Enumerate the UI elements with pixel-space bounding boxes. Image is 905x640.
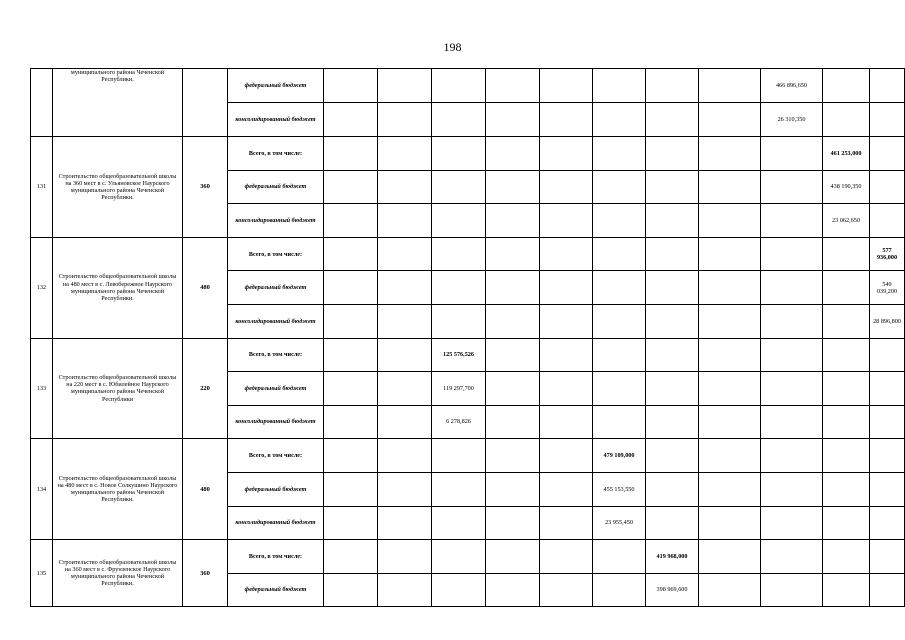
amount-cell [486, 506, 540, 540]
table-row [31, 69, 905, 103]
amount-cell [378, 137, 432, 171]
amount-cell [699, 472, 761, 506]
table-row [31, 439, 905, 473]
empty-cell [324, 338, 378, 372]
amount-cell: 26 310,350 [761, 103, 823, 137]
amount-cell [432, 540, 486, 574]
amount-cell: 466 896,650 [761, 69, 823, 103]
amount-cell [823, 472, 870, 506]
empty-cell [324, 271, 378, 305]
funding-source-cell: федеральный бюджет [228, 69, 324, 103]
amount-cell [593, 204, 646, 238]
funding-source-cell: Всего, в том числе: [228, 237, 324, 271]
funding-source-cell: Всего, в том числе: [228, 137, 324, 171]
amount-cell [378, 103, 432, 137]
amount-cell [646, 271, 699, 305]
page-number: 198 [443, 40, 462, 54]
amount-cell [378, 237, 432, 271]
amount-cell [593, 540, 646, 574]
funding-source-cell: федеральный бюджет [228, 472, 324, 506]
project-name-cell: муниципального района Чеченской Республики. [53, 69, 183, 137]
amount-cell [486, 405, 540, 439]
amount-cell [378, 540, 432, 574]
amount-cell [646, 439, 699, 473]
amount-cell: 461 253,000 [823, 137, 870, 171]
amount-cell [823, 372, 870, 406]
amount-cell: 438 190,350 [823, 170, 870, 204]
amount-cell [486, 137, 540, 171]
amount-cell [378, 271, 432, 305]
empty-cell [324, 304, 378, 338]
amount-cell [486, 204, 540, 238]
table-row [31, 237, 905, 271]
funding-source-cell: федеральный бюджет [228, 271, 324, 305]
amount-cell [646, 137, 699, 171]
row-number-cell: 134 [31, 439, 53, 540]
amount-cell [378, 372, 432, 406]
amount-cell [870, 69, 905, 103]
empty-cell [324, 405, 378, 439]
amount-cell [378, 573, 432, 607]
amount-cell [593, 103, 646, 137]
empty-cell [324, 439, 378, 473]
amount-cell: 549 039,200 [870, 271, 905, 305]
amount-cell [870, 472, 905, 506]
capacity-cell: 220 [183, 338, 228, 439]
amount-cell [486, 338, 540, 372]
funding-source-cell: Всего, в том числе: [228, 439, 324, 473]
funding-source-cell: консолидированный бюджет [228, 103, 324, 137]
funding-source-cell: Всего, в том числе: [228, 540, 324, 574]
amount-cell [486, 304, 540, 338]
amount-cell [699, 506, 761, 540]
amount-cell [540, 472, 593, 506]
amount-cell: 479 109,000 [593, 439, 646, 473]
amount-cell [646, 405, 699, 439]
amount-cell [432, 137, 486, 171]
amount-cell [540, 204, 593, 238]
amount-cell [870, 338, 905, 372]
amount-cell [761, 372, 823, 406]
table-row [31, 137, 905, 171]
amount-cell [486, 472, 540, 506]
amount-cell [699, 405, 761, 439]
amount-cell: 23 955,450 [593, 506, 646, 540]
amount-cell [486, 271, 540, 305]
amount-cell [486, 69, 540, 103]
amount-cell: 398 969,600 [646, 573, 699, 607]
amount-cell [540, 271, 593, 305]
funding-source-cell: консолидированный бюджет [228, 304, 324, 338]
amount-cell [486, 170, 540, 204]
amount-cell [699, 103, 761, 137]
amount-cell [593, 338, 646, 372]
amount-cell [432, 472, 486, 506]
funding-source-cell: федеральный бюджет [228, 573, 324, 607]
amount-cell [761, 405, 823, 439]
amount-cell [378, 69, 432, 103]
amount-cell [761, 237, 823, 271]
empty-cell [324, 540, 378, 574]
amount-cell [540, 304, 593, 338]
amount-cell [870, 573, 905, 607]
funding-source-cell: консолидированный бюджет [228, 405, 324, 439]
amount-cell [593, 405, 646, 439]
amount-cell [761, 338, 823, 372]
funding-source-cell: федеральный бюджет [228, 170, 324, 204]
amount-cell [432, 304, 486, 338]
amount-cell [870, 170, 905, 204]
amount-cell: 125 576,526 [432, 338, 486, 372]
amount-cell [378, 439, 432, 473]
amount-cell [761, 573, 823, 607]
amount-cell [823, 405, 870, 439]
amount-cell [646, 472, 699, 506]
amount-cell [761, 170, 823, 204]
empty-cell [324, 137, 378, 171]
amount-cell [593, 271, 646, 305]
amount-cell [540, 338, 593, 372]
amount-cell [823, 237, 870, 271]
amount-cell [486, 372, 540, 406]
amount-cell [870, 137, 905, 171]
empty-cell [324, 506, 378, 540]
empty-cell [324, 573, 378, 607]
amount-cell [540, 439, 593, 473]
row-number-cell [31, 69, 53, 137]
amount-cell [699, 137, 761, 171]
amount-cell [540, 573, 593, 607]
capacity-cell [183, 69, 228, 137]
amount-cell [432, 439, 486, 473]
project-name-cell: Строительство общеобразовательной школы на 360 мест в с. Ульяновское Наурского муниципального района Чеченской Республики. [53, 137, 183, 238]
project-name-cell: Строительство общеобразовательной школы на 480 мест в с. Новое Солкушино Наурского муниципального района Чеченской Республики. [53, 439, 183, 540]
amount-cell [486, 439, 540, 473]
empty-cell [324, 69, 378, 103]
amount-cell [432, 573, 486, 607]
amount-cell [870, 372, 905, 406]
amount-cell [823, 338, 870, 372]
amount-cell [646, 103, 699, 137]
amount-cell [699, 573, 761, 607]
project-name-cell: Строительство общеобразовательной школы на 360 мест в с. Фрунзенское Наурского муниципального района Чеченской Республики. [53, 540, 183, 607]
funding-source-cell: федеральный бюджет [228, 372, 324, 406]
amount-cell [540, 506, 593, 540]
amount-cell [593, 170, 646, 204]
amount-cell [761, 137, 823, 171]
amount-cell [699, 204, 761, 238]
amount-cell [540, 405, 593, 439]
empty-cell [324, 204, 378, 238]
amount-cell [761, 204, 823, 238]
amount-cell [378, 338, 432, 372]
amount-cell [540, 137, 593, 171]
amount-cell [699, 439, 761, 473]
amount-cell [761, 540, 823, 574]
amount-cell [761, 506, 823, 540]
amount-cell [699, 170, 761, 204]
amount-cell [823, 103, 870, 137]
amount-cell [761, 271, 823, 305]
table-row [31, 540, 905, 574]
amount-cell [378, 472, 432, 506]
amount-cell [823, 540, 870, 574]
funding-source-cell: консолидированный бюджет [228, 506, 324, 540]
amount-cell [870, 204, 905, 238]
amount-cell: 455 153,550 [593, 472, 646, 506]
amount-cell [870, 439, 905, 473]
amount-cell [646, 237, 699, 271]
empty-cell [324, 472, 378, 506]
amount-cell [540, 69, 593, 103]
row-number-cell: 132 [31, 237, 53, 338]
row-number-cell: 135 [31, 540, 53, 607]
amount-cell [761, 472, 823, 506]
amount-cell [870, 540, 905, 574]
amount-cell [699, 271, 761, 305]
capacity-cell: 360 [183, 540, 228, 607]
amount-cell: 28 896,800 [870, 304, 905, 338]
project-name-cell: Строительство общеобразовательной школы на 220 мест в с. Юбилейное Наурского муниципального района Чеченской Республики [53, 338, 183, 439]
amount-cell [540, 103, 593, 137]
amount-cell [378, 405, 432, 439]
amount-cell [761, 304, 823, 338]
amount-cell: 419 968,000 [646, 540, 699, 574]
amount-cell [823, 506, 870, 540]
amount-cell [870, 405, 905, 439]
funding-source-cell: консолидированный бюджет [228, 204, 324, 238]
capacity-cell: 480 [183, 439, 228, 540]
amount-cell [699, 237, 761, 271]
amount-cell [823, 304, 870, 338]
amount-cell [593, 573, 646, 607]
row-number-cell: 131 [31, 137, 53, 238]
amount-cell [540, 540, 593, 574]
amount-cell [432, 170, 486, 204]
amount-cell [486, 103, 540, 137]
amount-cell [432, 103, 486, 137]
amount-cell [593, 237, 646, 271]
empty-cell [324, 170, 378, 204]
row-number-cell: 133 [31, 338, 53, 439]
amount-cell [699, 304, 761, 338]
amount-cell [486, 573, 540, 607]
table-row [31, 338, 905, 372]
amount-cell [593, 69, 646, 103]
amount-cell [646, 372, 699, 406]
amount-cell [646, 69, 699, 103]
amount-cell [486, 237, 540, 271]
amount-cell [699, 338, 761, 372]
amount-cell [870, 103, 905, 137]
amount-cell [593, 137, 646, 171]
amount-cell: 119 297,700 [432, 372, 486, 406]
amount-cell [378, 204, 432, 238]
amount-cell [699, 372, 761, 406]
amount-cell [646, 304, 699, 338]
amount-cell [699, 69, 761, 103]
amount-cell [540, 372, 593, 406]
amount-cell [823, 439, 870, 473]
empty-cell [324, 237, 378, 271]
amount-cell [432, 204, 486, 238]
project-name-cell: Строительство общеобразовательной школы на 480 мест в с. Левобережное Наурского муниципального района Чеченской Республики. [53, 237, 183, 338]
amount-cell [646, 204, 699, 238]
amount-cell [761, 439, 823, 473]
amount-cell [540, 237, 593, 271]
amount-cell [593, 304, 646, 338]
budget-table [30, 68, 905, 607]
amount-cell [823, 573, 870, 607]
amount-cell [646, 506, 699, 540]
capacity-cell: 480 [183, 237, 228, 338]
amount-cell [646, 338, 699, 372]
amount-cell [432, 69, 486, 103]
amount-cell: 23 062,650 [823, 204, 870, 238]
amount-cell [432, 237, 486, 271]
amount-cell [870, 506, 905, 540]
amount-cell [823, 69, 870, 103]
capacity-cell: 360 [183, 137, 228, 238]
funding-source-cell: Всего, в том числе: [228, 338, 324, 372]
amount-cell [593, 372, 646, 406]
amount-cell [432, 506, 486, 540]
amount-cell [823, 271, 870, 305]
amount-cell [699, 540, 761, 574]
amount-cell [378, 304, 432, 338]
amount-cell: 6 278,826 [432, 405, 486, 439]
amount-cell [540, 170, 593, 204]
empty-cell [324, 372, 378, 406]
amount-cell [646, 170, 699, 204]
amount-cell [378, 506, 432, 540]
amount-cell: 577 936,000 [870, 237, 905, 271]
amount-cell [486, 540, 540, 574]
amount-cell [432, 271, 486, 305]
empty-cell [324, 103, 378, 137]
amount-cell [378, 170, 432, 204]
